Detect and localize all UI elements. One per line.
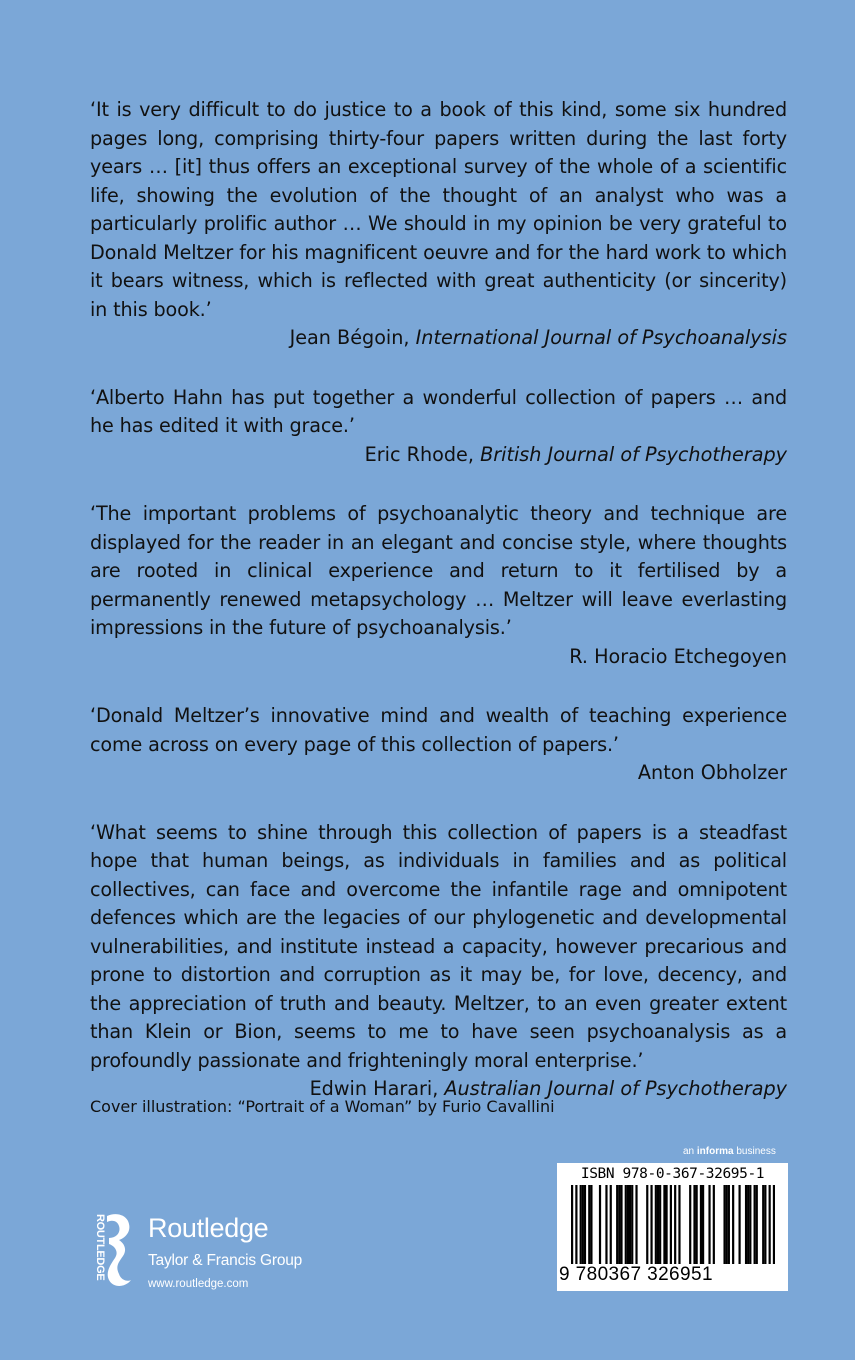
review-attribution xyxy=(90,759,787,788)
review-quote: ‘The important problems of psychoanalytic theory and technique are displayed for the reader in an elegant and concise style, where thoughts are rooted in clinical experience and return to it fertilised by a permanently renewed metapsychology … Meltzer will leave everlasting impressions in the future of psychoanalysis.’ xyxy=(90,502,787,639)
publisher-block xyxy=(85,1210,345,1300)
review-2 xyxy=(90,384,787,470)
publisher-url: www.routledge.com xyxy=(148,1278,249,1290)
informa-brand: informa xyxy=(696,1146,734,1157)
review-quote: ‘What seems to shine through this collection of papers is a steadfast hope that human beings, as individuals in families and as political collectives, can face and overcome the infantile rage and omnipotent defences which are the legacies of our phylogenetic and developmental vulnerabilities, and institute instead a capacity, however precarious and prone to distortion and corruption as it may be, for love, decency, and the appreciation of truth and beauty. Meltzer, to an even greater extent than Klein or Bion, seems to me to have seen psychoanalysis as a profoundly passionate and frighteningly moral enterprise.’ xyxy=(90,820,787,1072)
review-attribution xyxy=(90,441,787,470)
review-author: Anton Obholzer xyxy=(637,761,787,784)
routledge-logo-icon xyxy=(85,1210,143,1290)
isbn-barcode xyxy=(557,1163,788,1291)
review-author: Edwin Harari, xyxy=(309,1077,439,1100)
review-1 xyxy=(90,96,787,353)
informa-tagline xyxy=(683,1146,776,1157)
publisher-group: Taylor & Francis Group xyxy=(148,1252,303,1269)
review-attribution xyxy=(90,324,787,353)
reviews-section xyxy=(90,96,787,1135)
review-source: British Journal of Psychotherapy xyxy=(480,442,787,466)
review-3 xyxy=(90,500,787,671)
review-4 xyxy=(90,702,787,788)
review-5 xyxy=(90,819,787,1104)
informa-prefix: an xyxy=(683,1146,695,1157)
review-attribution xyxy=(90,643,787,672)
review-source: International Journal of Psychoanalysis xyxy=(415,326,787,349)
review-author: R. Horacio Etchegoyen xyxy=(569,644,787,668)
review-quote: ‘Alberto Hahn has put together a wonderful collection of papers … and he has edited it with grace.’ xyxy=(90,385,787,437)
review-quote: ‘It is very difficult to do justice to a book of this kind, some six hundred pages long, comprising thirty-four papers written during the last forty years … [it] thus offers an exceptional survey of the whole of a scientific life, showing the evolution of the thought of an analyst who was a particularly prolific author … We should in my opinion be very grateful to Donald Meltzer for his magnificent oeuvre and for the hard work to which it bears witness, which is reflected with great authenticity (or sincerity) in this book.’ xyxy=(90,98,787,321)
svg-text:ROUTLEDGE: ROUTLEDGE xyxy=(94,1214,106,1281)
informa-suffix: business xyxy=(736,1146,776,1157)
review-author: Eric Rhode, xyxy=(364,442,474,466)
review-author: Jean Bégoin, xyxy=(289,326,410,349)
review-source: Australian Journal of Psychotherapy xyxy=(444,1077,787,1100)
isbn-label: ISBN 978-0-367-32695-1 xyxy=(580,1166,765,1182)
publisher-name: Routledge xyxy=(148,1213,269,1243)
cover-illustration-credit: Cover illustration: “Portrait of a Woman” by Furio Cavallini xyxy=(90,1097,555,1116)
barcode-digits: 9 780367 326951 xyxy=(559,1264,785,1286)
review-quote: ‘Donald Meltzer’s innovative mind and wealth of teaching experience come across on every page of this collection of papers.’ xyxy=(90,704,787,756)
